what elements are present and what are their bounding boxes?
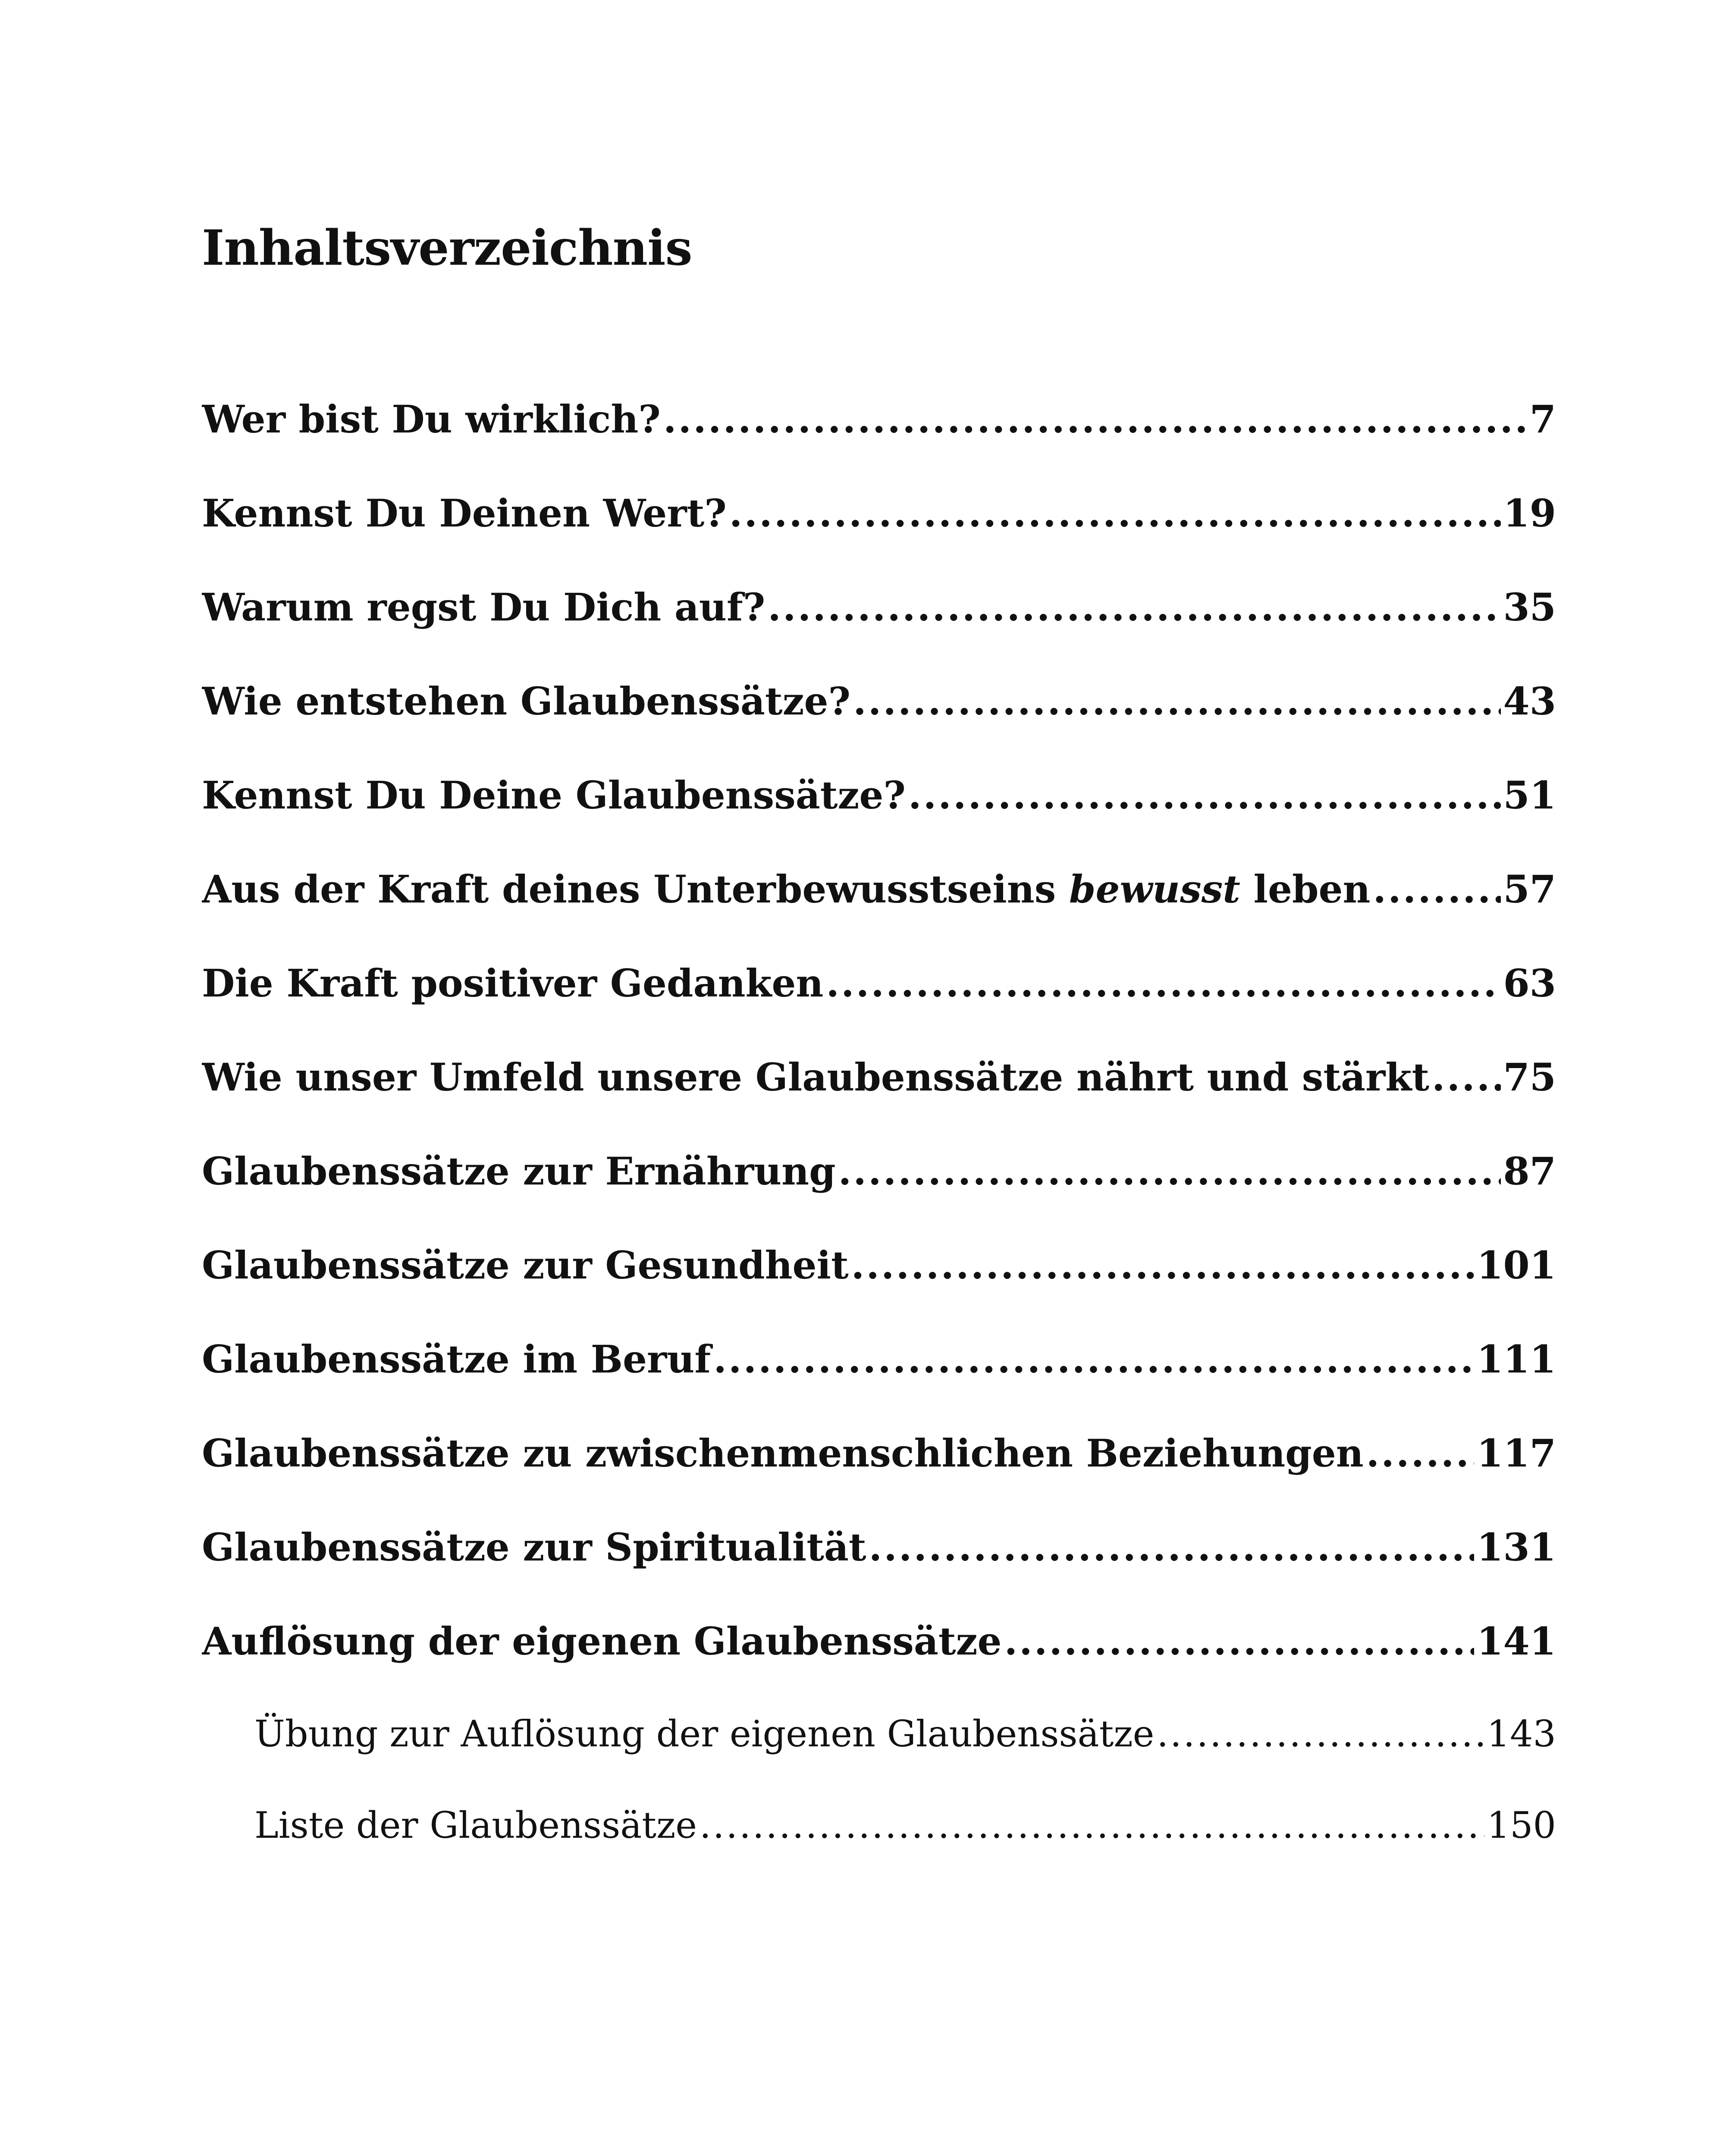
toc-entry[interactable] — [202, 1525, 1556, 1619]
toc-page-number: 19 — [1503, 491, 1556, 536]
toc-entry-title: Wie entstehen Glaubenssätze? — [202, 679, 851, 724]
toc-subentry[interactable] — [202, 1713, 1556, 1804]
toc-leader-dots — [663, 397, 1527, 442]
toc-entry[interactable] — [202, 961, 1556, 1055]
toc-leader-dots — [768, 585, 1500, 630]
toc-page-number: 63 — [1503, 961, 1556, 1006]
toc-entry[interactable] — [202, 491, 1556, 585]
toc-leader-dots — [713, 1337, 1474, 1382]
toc-page-number: 111 — [1477, 1337, 1556, 1382]
toc-page-number: 57 — [1503, 867, 1556, 912]
toc-entry[interactable] — [202, 773, 1556, 867]
toc-subentry-title: Liste der Glaubenssätze — [254, 1804, 697, 1846]
toc-entry[interactable] — [202, 1337, 1556, 1431]
toc-entry[interactable] — [202, 1055, 1556, 1149]
toc-page-number: 101 — [1477, 1243, 1556, 1288]
toc-page-number: 143 — [1487, 1713, 1556, 1755]
toc-page-number: 35 — [1503, 585, 1556, 630]
toc-page-number: 150 — [1487, 1804, 1556, 1846]
toc-entry-title-part: leben — [1240, 867, 1371, 912]
toc-entry-title: Glaubenssätze zur Ernährung — [202, 1149, 836, 1194]
toc-leader-dots — [700, 1804, 1484, 1846]
toc-entry-title: Warum regst Du Dich auf? — [202, 585, 766, 630]
toc-leader-dots — [1432, 1055, 1501, 1100]
toc-leader-dots — [729, 491, 1501, 536]
toc-subentry-title: Übung zur Auflösung der eigenen Glaubenssätze — [254, 1713, 1155, 1755]
toc-entry-title: Wie unser Umfeld unsere Glaubenssätze nährt und stärkt — [202, 1055, 1429, 1100]
toc-page-number: 87 — [1503, 1149, 1556, 1194]
toc-page-number: 75 — [1503, 1055, 1556, 1100]
toc-entry[interactable] — [202, 1431, 1556, 1525]
toc-entry-title — [202, 867, 1370, 912]
toc-page-number: 131 — [1477, 1525, 1556, 1570]
toc-leader-dots — [1004, 1619, 1474, 1664]
toc-entry-title-emphasis: bewusst — [1069, 867, 1240, 912]
toc-entry-title: Kennst Du Deinen Wert? — [202, 491, 727, 536]
toc-entry-title: Kennst Du Deine Glaubenssätze? — [202, 773, 906, 818]
toc-entry[interactable] — [202, 867, 1556, 961]
toc-entry-title: Glaubenssätze im Beruf — [202, 1337, 711, 1382]
toc-page-number: 7 — [1529, 397, 1556, 442]
table-of-contents — [202, 397, 1556, 1896]
toc-leader-dots — [838, 1149, 1501, 1194]
toc-leader-dots — [826, 961, 1500, 1006]
toc-leader-dots — [1157, 1713, 1484, 1755]
toc-leader-dots — [869, 1525, 1475, 1570]
page-title: Inhaltsverzeichnis — [202, 220, 692, 276]
toc-page-number: 43 — [1503, 679, 1556, 724]
toc-leader-dots — [853, 679, 1500, 724]
toc-entry-title-part: Aus der Kraft deines Unterbewusstseins — [202, 867, 1069, 912]
toc-entry[interactable] — [202, 1149, 1556, 1243]
toc-entry[interactable] — [202, 397, 1556, 491]
toc-page-number: 117 — [1477, 1431, 1556, 1476]
toc-entry-title: Glaubenssätze zu zwischenmenschlichen Beziehungen — [202, 1431, 1364, 1476]
toc-entry-title: Glaubenssätze zur Spiritualität — [202, 1525, 866, 1570]
toc-leader-dots — [1366, 1431, 1475, 1476]
toc-entry[interactable] — [202, 679, 1556, 773]
toc-entry-title: Wer bist Du wirklich? — [202, 397, 661, 442]
toc-leader-dots — [1373, 867, 1500, 912]
toc-entry-title: Die Kraft positiver Gedanken — [202, 961, 824, 1006]
toc-page-number: 51 — [1503, 773, 1556, 818]
toc-entry[interactable] — [202, 1619, 1556, 1713]
toc-entry-title: Auflösung der eigenen Glaubenssätze — [202, 1619, 1002, 1664]
toc-leader-dots — [851, 1243, 1475, 1288]
toc-page-number: 141 — [1477, 1619, 1556, 1664]
toc-subentry[interactable] — [202, 1804, 1556, 1896]
toc-entry[interactable] — [202, 585, 1556, 679]
toc-leader-dots — [908, 773, 1501, 818]
toc-entry-title: Glaubenssätze zur Gesundheit — [202, 1243, 849, 1288]
toc-entry[interactable] — [202, 1243, 1556, 1337]
